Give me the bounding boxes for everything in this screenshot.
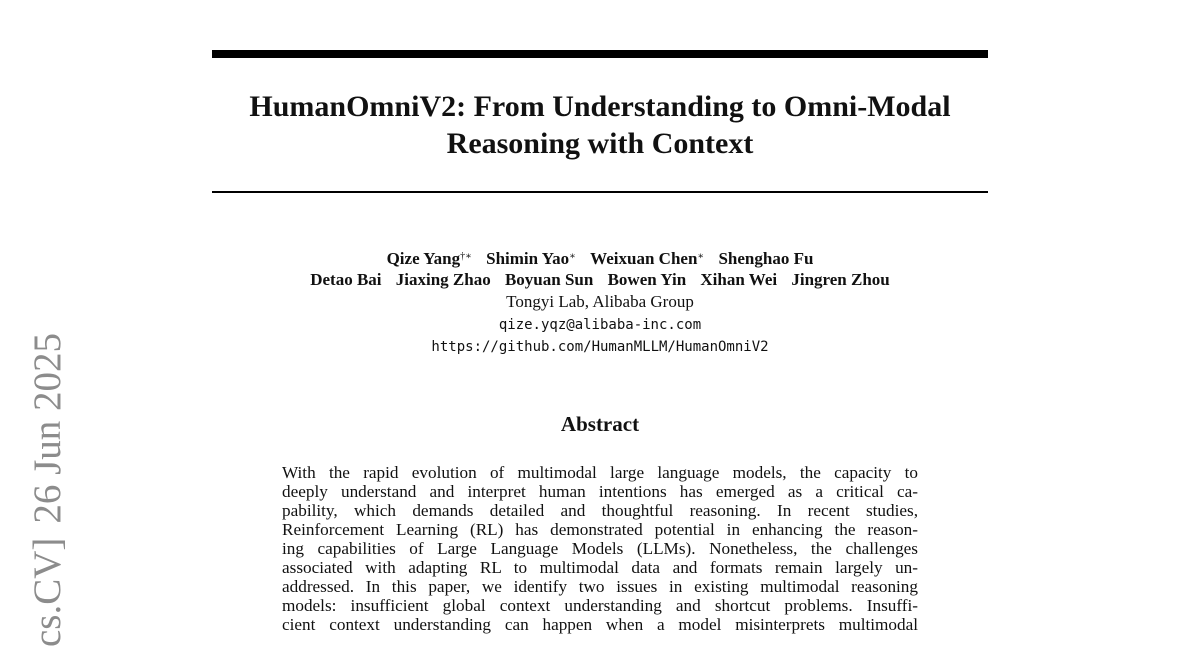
abstract-line: ing capabilities of Large Language Models (LLMs). Nonetheless, the challenges xyxy=(282,539,918,558)
arxiv-identifier-stamp xyxy=(28,333,68,647)
affiliation: Tongyi Lab, Alibaba Group xyxy=(506,292,694,311)
author: Xihan Wei xyxy=(700,270,778,289)
author-list-line-2 xyxy=(200,269,1000,290)
author: Jiaxing Zhao xyxy=(395,270,491,289)
abstract-line: pability, which demands detailed and thoughtful reasoning. In recent studies, xyxy=(282,501,918,520)
project-url[interactable]: https://github.com/HumanMLLM/HumanOmniV2 xyxy=(431,339,769,355)
author-mark: ∗ xyxy=(569,251,576,262)
abstract-line: models: insufficient global context understanding and shortcut problems. Insuffi- xyxy=(282,596,918,615)
arxiv-date: 26 Jun 2025 xyxy=(26,332,69,524)
arxiv-category: cs.CV] xyxy=(26,537,69,648)
abstract-line: associated with adapting RL to multimodal data and formats remain largely un- xyxy=(282,558,918,577)
contact-email[interactable]: qize.yqz@alibaba-inc.com xyxy=(498,317,702,333)
abstract-line: cient context understanding can happen when a model misinterprets multimodal xyxy=(282,615,918,634)
author: Detao Bai xyxy=(310,270,382,289)
abstract-line: deeply understand and interpret human intentions has emerged as a critical ca- xyxy=(282,482,918,501)
title-line-1: HumanOmniV2: From Understanding to Omni-Modal xyxy=(249,90,951,123)
author: Shimin Yao∗ xyxy=(486,249,576,268)
paper-title xyxy=(200,88,1000,162)
title-top-rule xyxy=(212,50,988,58)
author: Qize Yang†∗ xyxy=(386,249,472,268)
abstract-line: Reinforcement Learning (RL) has demonstrated potential in enhancing the reason- xyxy=(282,520,918,539)
abstract-heading: Abstract xyxy=(560,412,640,436)
author-list-line-1 xyxy=(200,248,1000,269)
author: Jingren Zhou xyxy=(791,270,890,289)
author: Bowen Yin xyxy=(607,270,687,289)
author-mark: ∗ xyxy=(697,251,705,262)
author: Shenghao Fu xyxy=(718,249,814,268)
author-mark: †∗ xyxy=(460,251,472,262)
author: Weixuan Chen∗ xyxy=(590,249,705,268)
author: Boyuan Sun xyxy=(504,270,594,289)
title-line-2: Reasoning with Context xyxy=(446,127,754,160)
abstract-line: With the rapid evolution of multimodal large language models, the capacity to xyxy=(282,463,918,482)
abstract-line: addressed. In this paper, we identify two issues in existing multimodal reasoning xyxy=(282,577,918,596)
title-bottom-rule xyxy=(212,191,988,193)
